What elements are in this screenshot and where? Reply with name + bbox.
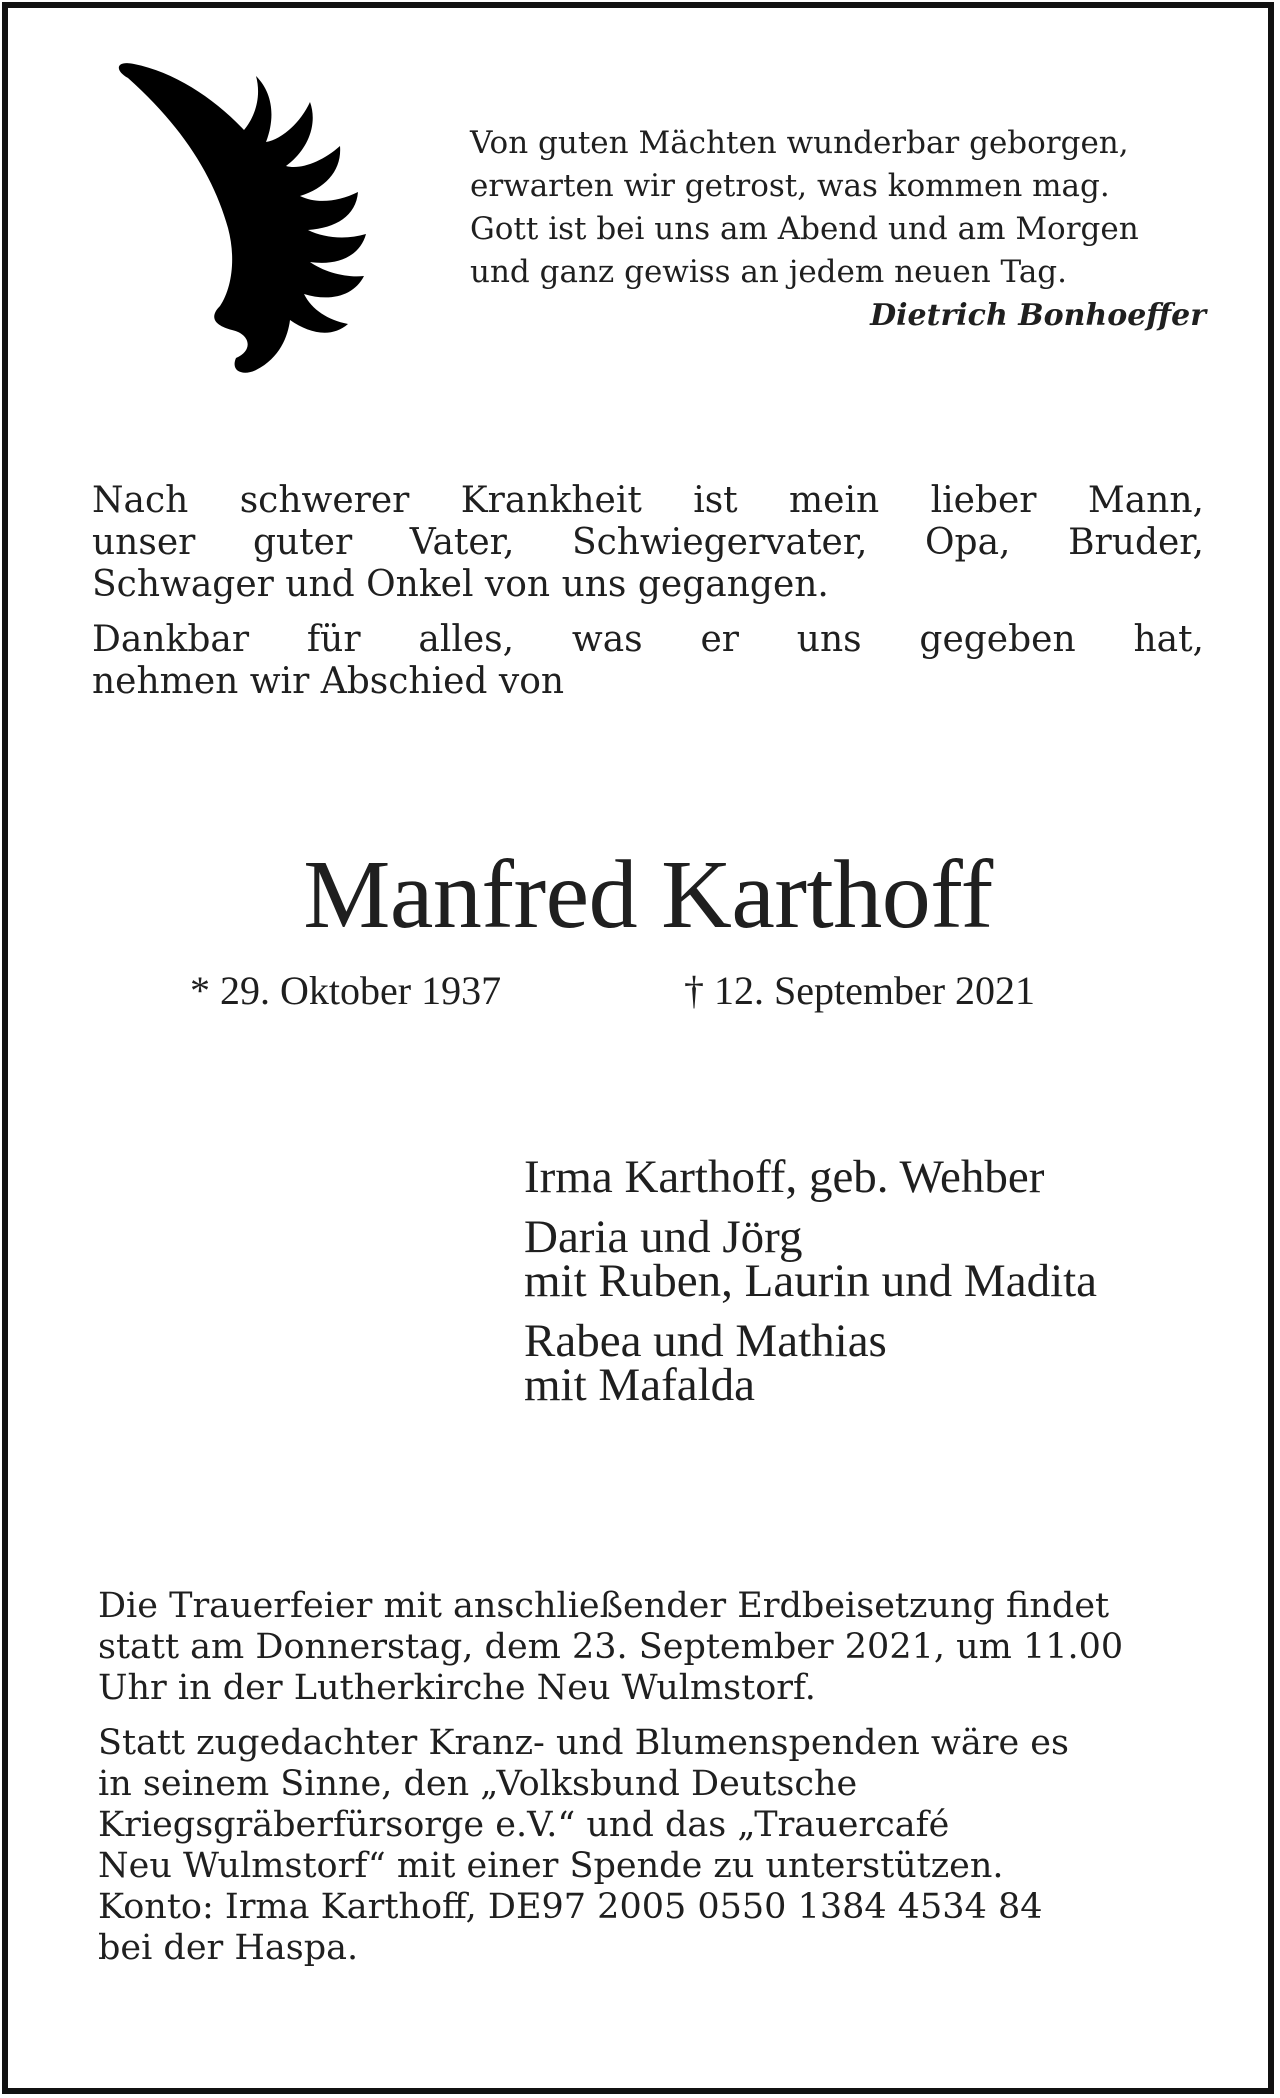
quote-line: und ganz gewiss an jedem neuen Tag. <box>470 254 1068 290</box>
birth-date: * 29. Oktober 1937 <box>190 968 502 1013</box>
announcement-paragraph <box>92 480 1204 606</box>
mourner-line: mit Mafalda <box>524 1359 756 1411</box>
deceased-name: Manfred Karthoff <box>303 841 993 949</box>
ceremony-line: Uhr in der Lutherkirche Neu Wulmstorf. <box>98 1668 816 1708</box>
mourner-line: Daria und Jörg <box>524 1211 803 1263</box>
announcement-line: Dankbar für alles, was er uns gegeben hat, <box>92 619 1204 660</box>
ceremony-line: statt am Donnerstag, dem 23. September 2021, um 11.00 <box>98 1627 1124 1667</box>
donation-line: in seinem Sinne, den „Volksbund Deutsche <box>98 1764 858 1804</box>
donation-line: Statt zugedachter Kranz- und Blumenspenden wäre es <box>98 1723 1069 1763</box>
quote-author: Dietrich Bonhoeffer <box>870 298 1206 333</box>
antler-icon <box>104 58 384 388</box>
mourner-line: Rabea und Mathias <box>524 1315 887 1367</box>
obituary-notice <box>2 2 1274 2094</box>
ceremony-line: Die Trauerfeier mit anschließender Erdbeisetzung findet <box>98 1586 1110 1626</box>
announcement-line: Nach schwerer Krankheit ist mein lieber Mann, <box>92 480 1204 521</box>
bible-quote <box>470 122 1206 338</box>
mourner-group <box>524 1211 1224 1307</box>
donation-info <box>98 1723 1208 1969</box>
donation-line: bei der Haspa. <box>98 1928 359 1968</box>
mourner-line: mit Ruben, Laurin und Madita <box>524 1255 1098 1307</box>
quote-line: Von guten Mächten wunderbar geborgen, <box>470 125 1129 161</box>
announcement-text <box>92 480 1204 716</box>
announcement-line: unser guter Vater, Schwiegervater, Opa, Bruder, <box>92 522 1204 563</box>
quote-line: erwarten wir getrost, was kommen mag. <box>470 168 1110 204</box>
bank-account-line: Konto: Irma Karthoff, DE97 2005 0550 1384 4534 84 <box>98 1887 1043 1927</box>
ceremony-info <box>98 1586 1208 1709</box>
mourners-list <box>524 1151 1224 1423</box>
announcement-line: nehmen wir Abschied von <box>92 661 565 702</box>
death-date: † 12. September 2021 <box>684 968 1036 1013</box>
mourner-group <box>524 1315 1224 1411</box>
donation-line: Kriegsgräberfürsorge e.V.“ und das „Trauercafé <box>98 1805 950 1845</box>
quote-line: Gott ist bei uns am Abend und am Morgen <box>470 211 1139 247</box>
announcement-line: Schwager und Onkel von uns gegangen. <box>92 564 829 605</box>
announcement-paragraph <box>92 619 1204 703</box>
donation-line: Neu Wulmstorf“ mit einer Spende zu unterstützen. <box>98 1846 1004 1886</box>
mourner-line: Irma Karthoff, geb. Wehber <box>524 1151 1045 1203</box>
mourner-group <box>524 1151 1224 1203</box>
funeral-details <box>98 1586 1208 1983</box>
